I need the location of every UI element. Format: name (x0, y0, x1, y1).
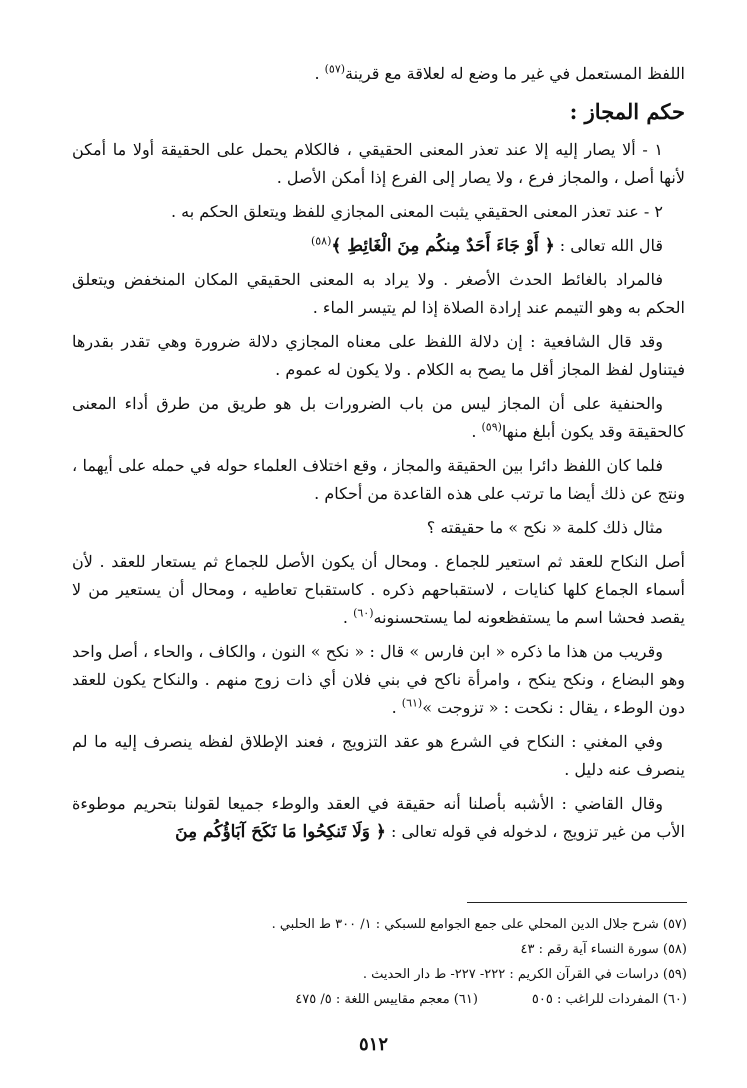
paragraph-shafii: وقد قال الشافعية : إن دلالة اللفظ على معناه المجازي دلالة ضرورة وهي تقدر بقدرها فيتناول لفظ المجاز أقل ما يصح به الكلام . ولا يكون له عموم . (72, 332, 685, 379)
paragraph-explanation: فالمراد بالغائط الحدث الأصغر . ولا يراد به المعنى الحقيقي المكان المنخفض ويتعلق الحكم به وهو التيمم عند إرادة الصلاة إذا لم يتيسر الماء . (72, 270, 685, 317)
paragraph-text: والحنفية على أن المجاز ليس من باب الضرورات بل هو طريق من طرق أداء المعنى كالحقيقة وقد يكون أبلغ منها (72, 394, 685, 441)
footnote-ref-61: (٦١) (401, 696, 423, 710)
footnote-57: (٥٧) شرح جلال الدين المحلي على جمع الجوامع للسبكي : ١/ ٣٠٠ ط الحلبي . (271, 917, 687, 932)
page-number: ٥١٢ (358, 1034, 388, 1055)
punctuation: . (342, 608, 354, 627)
paragraph-mughni: وفي المغني : النكاح في الشرع هو عقد التزويج ، فعند الإطلاق لفظه ينصرف إليه ما لم ينصرف عنه دليل . (72, 732, 685, 779)
footnote-ref-58: (٥٨) (310, 234, 332, 248)
punctuation: . (314, 64, 325, 83)
verse-intro: قال الله تعالى : (554, 236, 663, 255)
paragraph-definition (72, 60, 685, 88)
section-heading: حكم المجاز : (569, 99, 685, 124)
footnote-ref-59: (٥٩) (481, 420, 502, 434)
paragraph-example-question: مثال ذلك كلمة « نكح » ما حقيقته ؟ (426, 518, 663, 537)
footnote-58: (٥٨) سورة النساء آية رقم : ٤٣ (520, 942, 687, 957)
footnote-60: (٦٠) المفردات للراغب : ٥٠٥ (531, 992, 687, 1007)
paragraph-disagreement: فلما كان اللفظ دائرا بين الحقيقة والمجاز ، وقع اختلاف العلماء حوله في حمله على أيهما ، ونتج عن ذلك أيضا ما ترتب على هذه القاعدة من أحكام . (72, 456, 685, 503)
paragraph-text: وقال القاضي : الأشبه بأصلنا أنه حقيقة في العقد والوطء جميعا لقولنا بتحريم موطوءة الأب من غير تزويج ، لدخوله في قوله تعالى : (72, 794, 685, 841)
paragraph-text: اللفظ المستعمل في غير ما وضع له لعلاقة مع قرينة (345, 64, 685, 83)
footnote-59: (٥٩) دراسات في القرآن الكريم : ٢٢٢- ٢٢٧- ط دار الحديث . (362, 967, 687, 982)
paragraph-rule-2: ٢ - عند تعذر المعنى الحقيقي يثبت المعنى المجازي للفظ ويتعلق الحكم به . (170, 202, 663, 221)
paragraph-hanafi (72, 390, 685, 446)
footnote-ref-57: (٥٧) (324, 62, 346, 76)
punctuation: . (391, 698, 402, 717)
paragraph-text: وقريب من هذا ما ذكره « ابن فارس » قال : « نكح » النون ، والكاف ، والحاء ، أصل واحد وهو البضاع ، ونكح ينكح ، وامرأة ناكح في بني فلان أي ذات زوج منهم . والنكاح يكون للعقد دون الوطء ، يقال : نكحت : « تزوجت » (72, 642, 685, 717)
footnote-row (90, 987, 687, 1012)
paragraph-verse-quote (72, 232, 685, 260)
paragraph-text: أصل النكاح للعقد ثم استعير للجماع . ومحال أن يكون الأصل للجماع ثم يستعار للعقد . لأن أسماء الجماع كلها كنايات ، لاستقباحهم ذكره . كاستقباح تعاطيه ، ومحال أن يستعير من لا يقصد فحشا اسم ما يستفظعونه لما يستحسنونه (72, 552, 685, 627)
paragraph-rule-1: ١ - ألا يصار إليه إلا عند تعذر المعنى الحقيقي ، فالكلام يحمل على الحقيقة أولا ما أمكن لأنها أصل ، والمجاز فرع ، ولا يصار إلى الفرع إذا أمكن الأصل . (72, 140, 685, 187)
footnotes (90, 912, 687, 1012)
paragraph-nikah-origin (72, 548, 685, 632)
punctuation: . (471, 422, 482, 441)
main-text (72, 60, 685, 852)
quran-verse: ﴿ وَلَا تَنكِحُوا مَا نَكَحَ آبَاؤُكُم مِنَ (175, 822, 386, 842)
footnote-ref-60: (٦٠) (353, 606, 374, 620)
footnote-divider (467, 902, 687, 903)
quran-verse: ﴿ أَوْ جَاءَ أَحَدٌ مِنكُم مِنَ الْغَائِطِ ﴾ (331, 236, 555, 256)
footnote-61: (٦١) معجم مقاييس اللغة : ٥/ ٤٧٥ (295, 992, 478, 1007)
paragraph-qadi (72, 790, 685, 846)
paragraph-ibn-faris (72, 638, 685, 722)
